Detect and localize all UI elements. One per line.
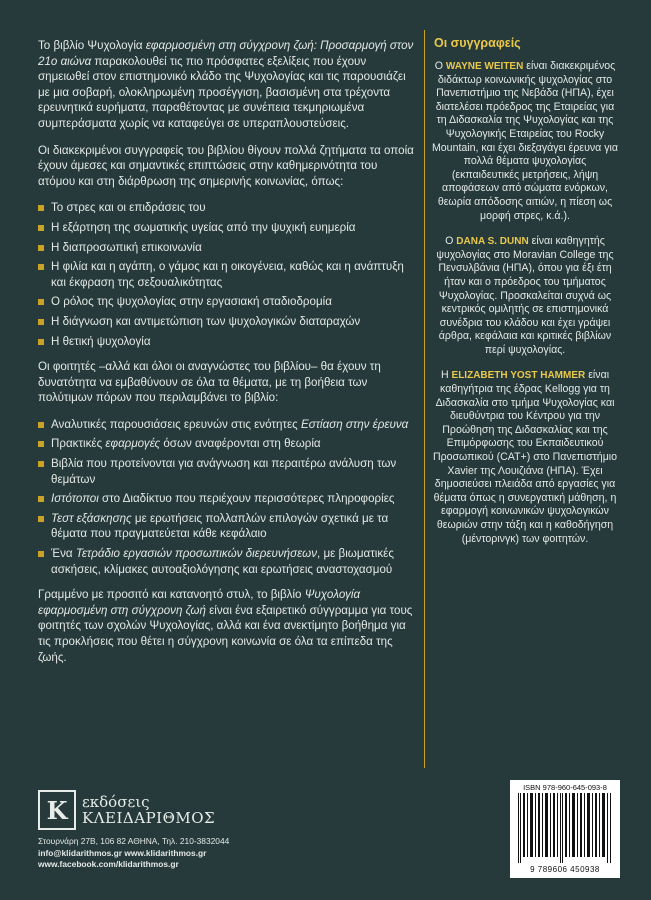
list-item: Το στρες και οι επιδράσεις του	[38, 200, 415, 216]
author-name: WAYNE WEITEN	[445, 61, 524, 72]
publisher-facebook: www.facebook.com/klidarithmos.gr	[38, 859, 179, 869]
author-bio-hammer: Η ELIZABETH YOST HAMMER είναι καθηγήτρια της έδρας Kellogg για τη Διδασκαλία στο τμήμα Ψυχολογίας και διευθύντρια του Κέντρου για την Προώθηση της Διδασκαλίας και της Επιμόρφωσης του Εκπαιδευτικού Προσωπικού (CAT+) στο Πανεπιστήμιο Xavier της Λουιζιάνα (ΗΠΑ). Έχει δημοσιεύσει πλειάδα από εργασίες για θέματα όπως η συνεργατική μάθηση, η εφαρμογή κοινωνικών ψυχολογικών θεωριών στην τάξη και η καθοδήγηση (μέντορινγκ) των φοιτητών.	[432, 369, 618, 545]
authors-column	[430, 30, 620, 558]
list-item: Η θετική ψυχολογία	[38, 334, 415, 350]
list-item: Η φιλία και η αγάπη, ο γάμος και η οικογένεια, καθώς και η ανάπτυξη και έκφραση της σεξουαλικότητας	[38, 259, 415, 290]
author-bio-weiten: Ο WAYNE WEITEN είναι διακεκριμένος διδάκτωρ κοινωνικής ψυχολογίας στο Πανεπιστήμιο της Νεβάδα (ΗΠΑ), έχει διατελέσει πρόεδρος της Εταιρείας για τη Διδασκαλία της Ψυχολογίας και της Ψυχολογικής Εταιρείας του Rocky Mountain, και έχει διεξαγάγει έρευνα για πολλά θέματα ψυχολογίας (εκπαιδευτικές μετρήσεις, λήψη αποφάσεων από σώματα ενόρκων, θεωρία απόδοσης αιτιών, η πίεση ως μορφή στρες, κ.ά.).	[431, 60, 619, 222]
isbn-label: ISBN 978-960-645-093-8	[523, 783, 607, 792]
author-name: DANA S. DUNN	[456, 236, 529, 248]
list-item: Ιστότοποι στο Διαδίκτυο που περιέχουν περισσότερες πληροφορίες	[38, 491, 415, 507]
list-item: Πρακτικές εφαρμογές όσων αναφέρονται στη θεωρία	[38, 436, 415, 452]
intro-text: Το βιβλίο Ψυχολογία	[38, 39, 146, 52]
list-item: Βιβλία που προτείνονται για ανάγνωση και περαιτέρω ανάλυση των θεμάτων	[38, 456, 415, 487]
resources-list	[38, 417, 415, 577]
publisher-email-web: info@klidarithmos.gr www.klidarithmos.gr	[38, 847, 207, 858]
list-item: Αναλυτικές παρουσιάσεις ερευνών στις ενότητες Εστίαση στην έρευνα	[38, 417, 415, 433]
gold-divider	[424, 30, 425, 768]
topics-list	[38, 200, 415, 349]
description-column	[38, 38, 415, 676]
isbn-barcode-box	[510, 780, 620, 878]
barcode-number: 9 789606 450938	[530, 865, 600, 874]
publisher-logo	[38, 790, 298, 830]
publisher-address: Στουρνάρη 27Β, 106 82 ΑΘΗΝΑ, Τηλ. 210-3832044	[38, 836, 230, 846]
intro-paragraph	[38, 38, 415, 132]
authors-heading: Οι συγγραφείς	[434, 36, 521, 50]
closing-paragraph: Γραμμένο με προσιτό και κατανοητό στυλ, το βιβλίο Ψυχολογία εφαρμοσμένη στη σύγχρονη ζωή είναι ένα εξαιρετικό σύγγραμμα για τους φοιτητές των σχολών Ψυχολογίας, αλλά και ένα ανεκτίμητο βοήθημα για τις προκλήσεις που θέτει η σύγχρονη κοινωνία σε όλα τα επίπεδα της ζωής.	[38, 588, 413, 664]
publisher-name: εκδόσεις ΚΛΕΙΔΑΡΙΘΜΟΣ	[82, 793, 216, 827]
author-bio-dunn: Ο DANA S. DUNN είναι καθηγητής ψυχολογίας στο Moravian College της Πενσυλβάνια (ΗΠΑ), όπου για έξι έτη ήταν και ο πρόεδρος του τμήματος Ψυχολογίας. Προσκαλείται συχνά ως κεντρικός ομιλητής σε επιστημονικά συνέδρια του κλάδου και έχει γράψει άρθρα, κεφάλαια και κριτικές βιβλίων περί ψυχολογίας.	[436, 235, 614, 356]
list-item: Η διαπροσωπική επικοινωνία	[38, 240, 415, 256]
students-paragraph: Οι φοιτητές –αλλά και όλοι οι αναγνώστες του βιβλίου– θα έχουν τη δυνατότητα να εμβαθύνουν σε όλα τα θέματα, με τη βοήθεια των πολύτιμων πόρων που περιλαμβάνει το βιβλίο:	[38, 360, 381, 405]
intro-text-cont: παρακολουθεί τις πιο πρόσφατες εξελίξεις που έχουν σημειωθεί στον επιστημονικό κλάδο της Ψυχολογίας και τις παρουσιάζει με μια σοβαρή, ολοκληρωμένη προσέγγιση, βασισμένη στα τρέχοντα ερευνητικά ευρήματα, παραθέτοντας με συνέπεια τεκμηριωμένα συμπεράσματα χωρίς να καταφεύγει σε υπεραπλουστεύσεις.	[38, 54, 406, 130]
list-item: Η διάγνωση και αντιμετώπιση των ψυχολογικών διαταραχών	[38, 314, 415, 330]
author-name: ELIZABETH YOST HAMMER	[451, 370, 586, 382]
list-item: Η εξάρτηση της σωματικής υγείας από την ψυχική ευημερία	[38, 220, 415, 236]
list-item: Ο ρόλος της ψυχολογίας στην εργασιακή σταδιοδρομία	[38, 294, 415, 310]
publisher-contact	[38, 836, 298, 871]
barcode-icon	[516, 793, 614, 863]
list-item: Τεστ εξάσκησης με ερωτήσεις πολλαπλών επιλογών σχετικά με τα θέματα που πραγματεύεται κάθε κεφάλαιο	[38, 511, 415, 542]
authors-topics-paragraph: Οι διακεκριμένοι συγγραφείς του βιβλίου θίγουν πολλά ζητήματα τα οποία έχουν άμεσες και σημαντικές επιπτώσεις στην καθημερινότητα του ατόμου και στη διάρθρωση της σημερινής κοινωνίας, όπως:	[38, 143, 414, 188]
key-logo-icon: K	[38, 790, 76, 830]
publisher-block	[38, 790, 298, 871]
book-title-italic: εφαρμοσμένη στη σύγχρονη ζωή: Προσαρμογή στον 21ο αιώνα	[38, 39, 414, 68]
list-item: Ένα Τετράδιο εργασιών προσωπικών διερευνήσεων, με βιωματικές ασκήσεις, κλίμακες αυτοαξιολόγησης και ερωτήσεις αναστοχασμού	[38, 546, 415, 577]
